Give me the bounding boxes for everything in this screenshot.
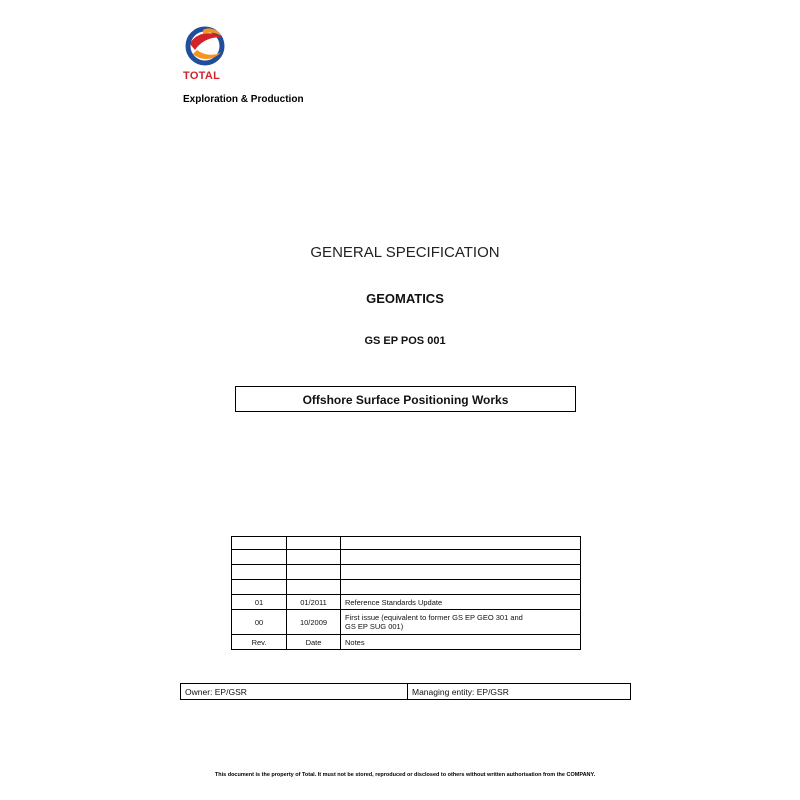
confidentiality-notice: This document is the property of Total. It must not be stored, reproduced or disclosed to others without written authorisation from the COMPANY.	[214, 772, 596, 778]
table-row	[232, 565, 581, 580]
table-header-row	[232, 635, 581, 650]
brand-name: TOTAL	[183, 70, 221, 82]
table-row	[232, 537, 581, 550]
spec-type: GENERAL SPECIFICATION	[310, 244, 500, 261]
notes-header: Notes	[341, 635, 581, 650]
owner-cell: Owner: EP/GSR	[181, 684, 408, 700]
notes-cell	[341, 580, 581, 595]
rev-cell	[232, 580, 287, 595]
notes-cell	[341, 537, 581, 550]
document-title: GEOMATICS	[366, 291, 444, 306]
rev-cell: 00	[232, 610, 287, 635]
document-subtitle: Offshore Surface Positioning Works	[235, 386, 576, 412]
ownership-table	[180, 683, 631, 700]
total-logo-icon	[183, 24, 231, 72]
table-row	[232, 550, 581, 565]
rev-cell	[232, 537, 287, 550]
division-name: Exploration & Production	[183, 94, 304, 105]
rev-header: Rev.	[232, 635, 287, 650]
date-header: Date	[287, 635, 341, 650]
table-row	[181, 684, 631, 700]
date-cell	[287, 565, 341, 580]
notes-line: GS EP SUG 001)	[345, 622, 404, 631]
revision-table	[231, 536, 581, 650]
rev-cell	[232, 550, 287, 565]
table-row	[232, 595, 581, 610]
rev-cell	[232, 565, 287, 580]
notes-cell: Reference Standards Update	[341, 595, 581, 610]
date-cell	[287, 537, 341, 550]
date-cell: 01/2011	[287, 595, 341, 610]
date-cell	[287, 580, 341, 595]
table-row	[232, 580, 581, 595]
notes-cell	[341, 610, 581, 635]
managing-entity-cell: Managing entity: EP/GSR	[408, 684, 631, 700]
notes-cell	[341, 550, 581, 565]
notes-cell	[341, 565, 581, 580]
table-row	[232, 610, 581, 635]
rev-cell: 01	[232, 595, 287, 610]
document-code: GS EP POS 001	[364, 335, 446, 347]
date-cell: 10/2009	[287, 610, 341, 635]
notes-line: First issue (equivalent to former GS EP GEO 301 and	[345, 613, 523, 622]
date-cell	[287, 550, 341, 565]
